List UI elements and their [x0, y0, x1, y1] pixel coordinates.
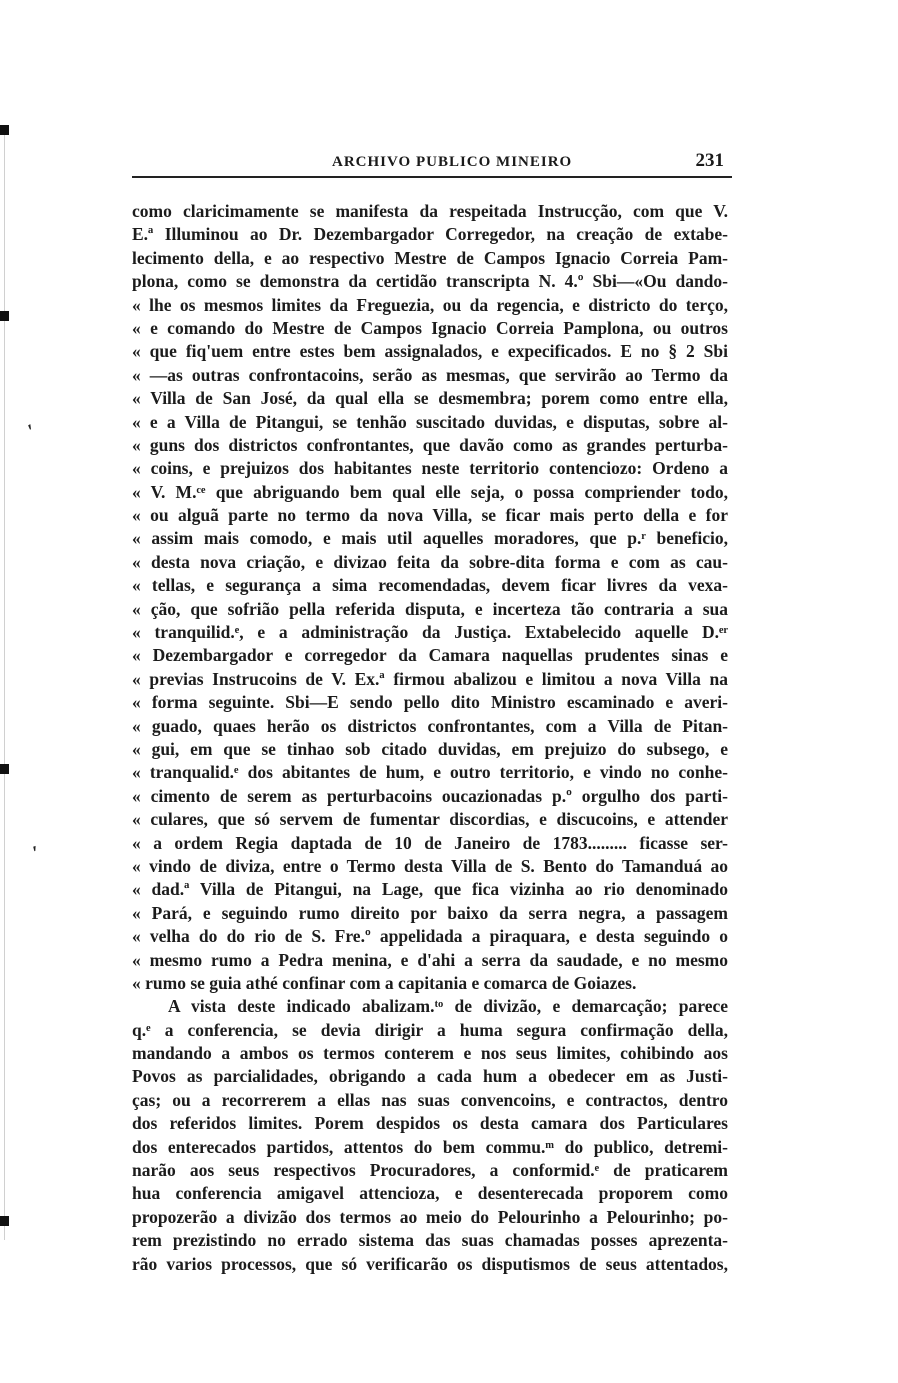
ink-speck: ʹ — [24, 420, 41, 442]
text-line: « culares, que só servem de fumentar discordias, e discucoins, e attender — [132, 809, 728, 830]
paragraph-line: q.ᵉ a conferencia, se devia dirigir a huma segura confirmação della, — [132, 1019, 728, 1040]
text-line: « dad.ª Villa de Pitangui, na Lage, que fica vizinha ao rio denominado — [132, 879, 728, 900]
text-line: « gui, em que se tinhao sob citado duvidas, em prejuizo do subsego, e — [132, 738, 728, 759]
text-line: « guado, quaes herão os districtos confrontantes, com a Villa de Pitan- — [132, 715, 728, 736]
paragraph-line: dos enterecados partidos, attentos do bem commu.ᵐ do publico, detremi- — [132, 1136, 728, 1157]
paragraph-line: A vista deste indicado abalizam.ᵗᵒ de divizão, e demarcação; parece — [168, 996, 728, 1017]
text-line: « tranqualid.ᵉ dos abitantes de hum, e outro territorio, e vindo no conhe- — [132, 762, 728, 783]
header-title: ARCHIVO PUBLICO MINEIRO — [332, 154, 573, 170]
text-line: « forma seguinte. Sbi—E sendo pello dito Ministro escaminado e averi- — [132, 692, 728, 713]
text-line: « rumo se guia athé confinar com a capitania e comarca de Goiazes. — [132, 972, 637, 993]
text-line: « tellas, e segurança a sima recomendadas, devem ficar livres da vexa- — [132, 575, 728, 596]
margin-mark — [0, 764, 9, 774]
text-line: « Villa de San José, da qual ella se desmembra; porem como entre ella, — [132, 388, 728, 409]
text-line: « tranquilid.ᵉ, e a administração da Justiça. Extabelecido aquelle D.ᵉʳ — [132, 622, 728, 643]
text-line: « Dezembargador e corregedor da Camara naquellas prudentes sinas e — [132, 645, 728, 666]
margin-mark — [0, 1216, 9, 1226]
text-line: « vindo de diviza, entre o Termo desta Villa de S. Bento do Tamanduá ao — [132, 855, 728, 876]
page-number: 231 — [695, 150, 724, 171]
text-line: « a ordem Regia daptada de 10 de Janeiro de 1783......... ficasse ser- — [132, 832, 728, 853]
text-line: « V. M.ᶜᵉ que abriguando bem qual elle seja, o possa compriender todo, — [132, 481, 728, 502]
margin-mark — [0, 125, 9, 135]
body-text — [132, 200, 728, 1276]
text-line: « cimento de serem as perturbacoins oucazionadas p.º orgulho dos parti- — [132, 785, 728, 806]
header-rule — [132, 176, 732, 178]
paragraph-line: ças; ou a recorrerem a ellas nas suas convencoins, e contractos, dentro — [132, 1089, 728, 1110]
text-line: E.ª Illuminou ao Dr. Dezembargador Corregedor, na creação de extabe- — [132, 224, 728, 245]
text-line: lecimento della, e ao respectivo Mestre de Campos Ignacio Correia Pam- — [132, 247, 728, 268]
text-line: « —as outras confrontacoins, serão as mesmas, que servirão ao Termo da — [132, 364, 728, 385]
paragraph-line: rão varios processos, que só verificarão os disputismos de seus attentados, — [132, 1253, 728, 1274]
text-line: « coins, e prejuizos dos habitantes neste territorio contenciozo: Ordeno a — [132, 458, 728, 479]
text-line: « ção, que sofrião pella referida disputa, e incerteza tão contraria a sua — [132, 598, 728, 619]
text-line: « previas Instrucoins de V. Ex.ª firmou abalizou e limitou a nova Villa na — [132, 668, 728, 689]
text-line: « mesmo rumo a Pedra menina, e d'ahi a serra da saudade, e no mesmo — [132, 949, 728, 970]
text-line: « velha do do rio de S. Fre.º appelidada a piraquara, e desta seguindo o — [132, 926, 728, 947]
text-line: « desta nova criação, e divizao feita da sobre-dita forma e com as cau- — [132, 551, 728, 572]
text-line: « guns dos districtos confrontantes, que davão como as grandes perturba- — [132, 434, 728, 455]
text-line: « e a Villa de Pitangui, se tenhão suscitado duvidas, e disputas, sobre al- — [132, 411, 728, 432]
paragraph-line: propozerão a divizão dos termos ao meio do Pelourinho a Pelourinho; po- — [132, 1206, 728, 1227]
margin-mark — [0, 311, 9, 321]
paragraph-line: Povos as parcialidades, obrigando a cada hum a obedecer em as Justi- — [132, 1066, 728, 1087]
text-line: « assim mais comodo, e mais util aquelles moradores, que p.ʳ beneficio, — [132, 528, 728, 549]
text-line: « que fiq'uem entre estes bem assignalados, e expecificados. E no § 2 Sbi — [132, 341, 728, 362]
paragraph-line: hua conferencia amigavel attencioza, e desenterecada proporem como — [132, 1183, 728, 1204]
ink-speck: ʹ — [30, 841, 44, 865]
paragraph-line: rem prezistindo no errado sistema das suas chamadas posses aprezenta- — [132, 1230, 728, 1251]
page-edge-shadow — [4, 130, 5, 1240]
text-line: como claricimamente se manifesta da respeitada Instrucção, com que V. — [132, 201, 728, 221]
running-header — [132, 150, 728, 176]
paragraph-line: narão aos seus respectivos Procuradores, a conformid.ᵉ de praticarem — [132, 1160, 728, 1181]
text-line: « e comando do Mestre de Campos Ignacio Correia Pamplona, ou outros — [132, 317, 728, 338]
text-line: plona, como se demonstra da certidão transcripta N. 4.º Sbi—«Ou dando- — [132, 271, 728, 292]
paragraph-line: dos referidos limites. Porem despidos os desta camara dos Particulares — [132, 1113, 728, 1134]
text-line: « Pará, e seguindo rumo direito por baixo da serra negra, a passagem — [132, 902, 728, 923]
paragraph-line: mandando a ambos os termos conterem e nos seus limites, cohibindo aos — [132, 1043, 728, 1064]
text-line: « lhe os mesmos limites da Freguezia, ou da regencia, e districto do terço, — [132, 294, 728, 315]
text-line: « ou alguã parte no termo da nova Villa, se ficar mais perto della e for — [132, 505, 728, 526]
